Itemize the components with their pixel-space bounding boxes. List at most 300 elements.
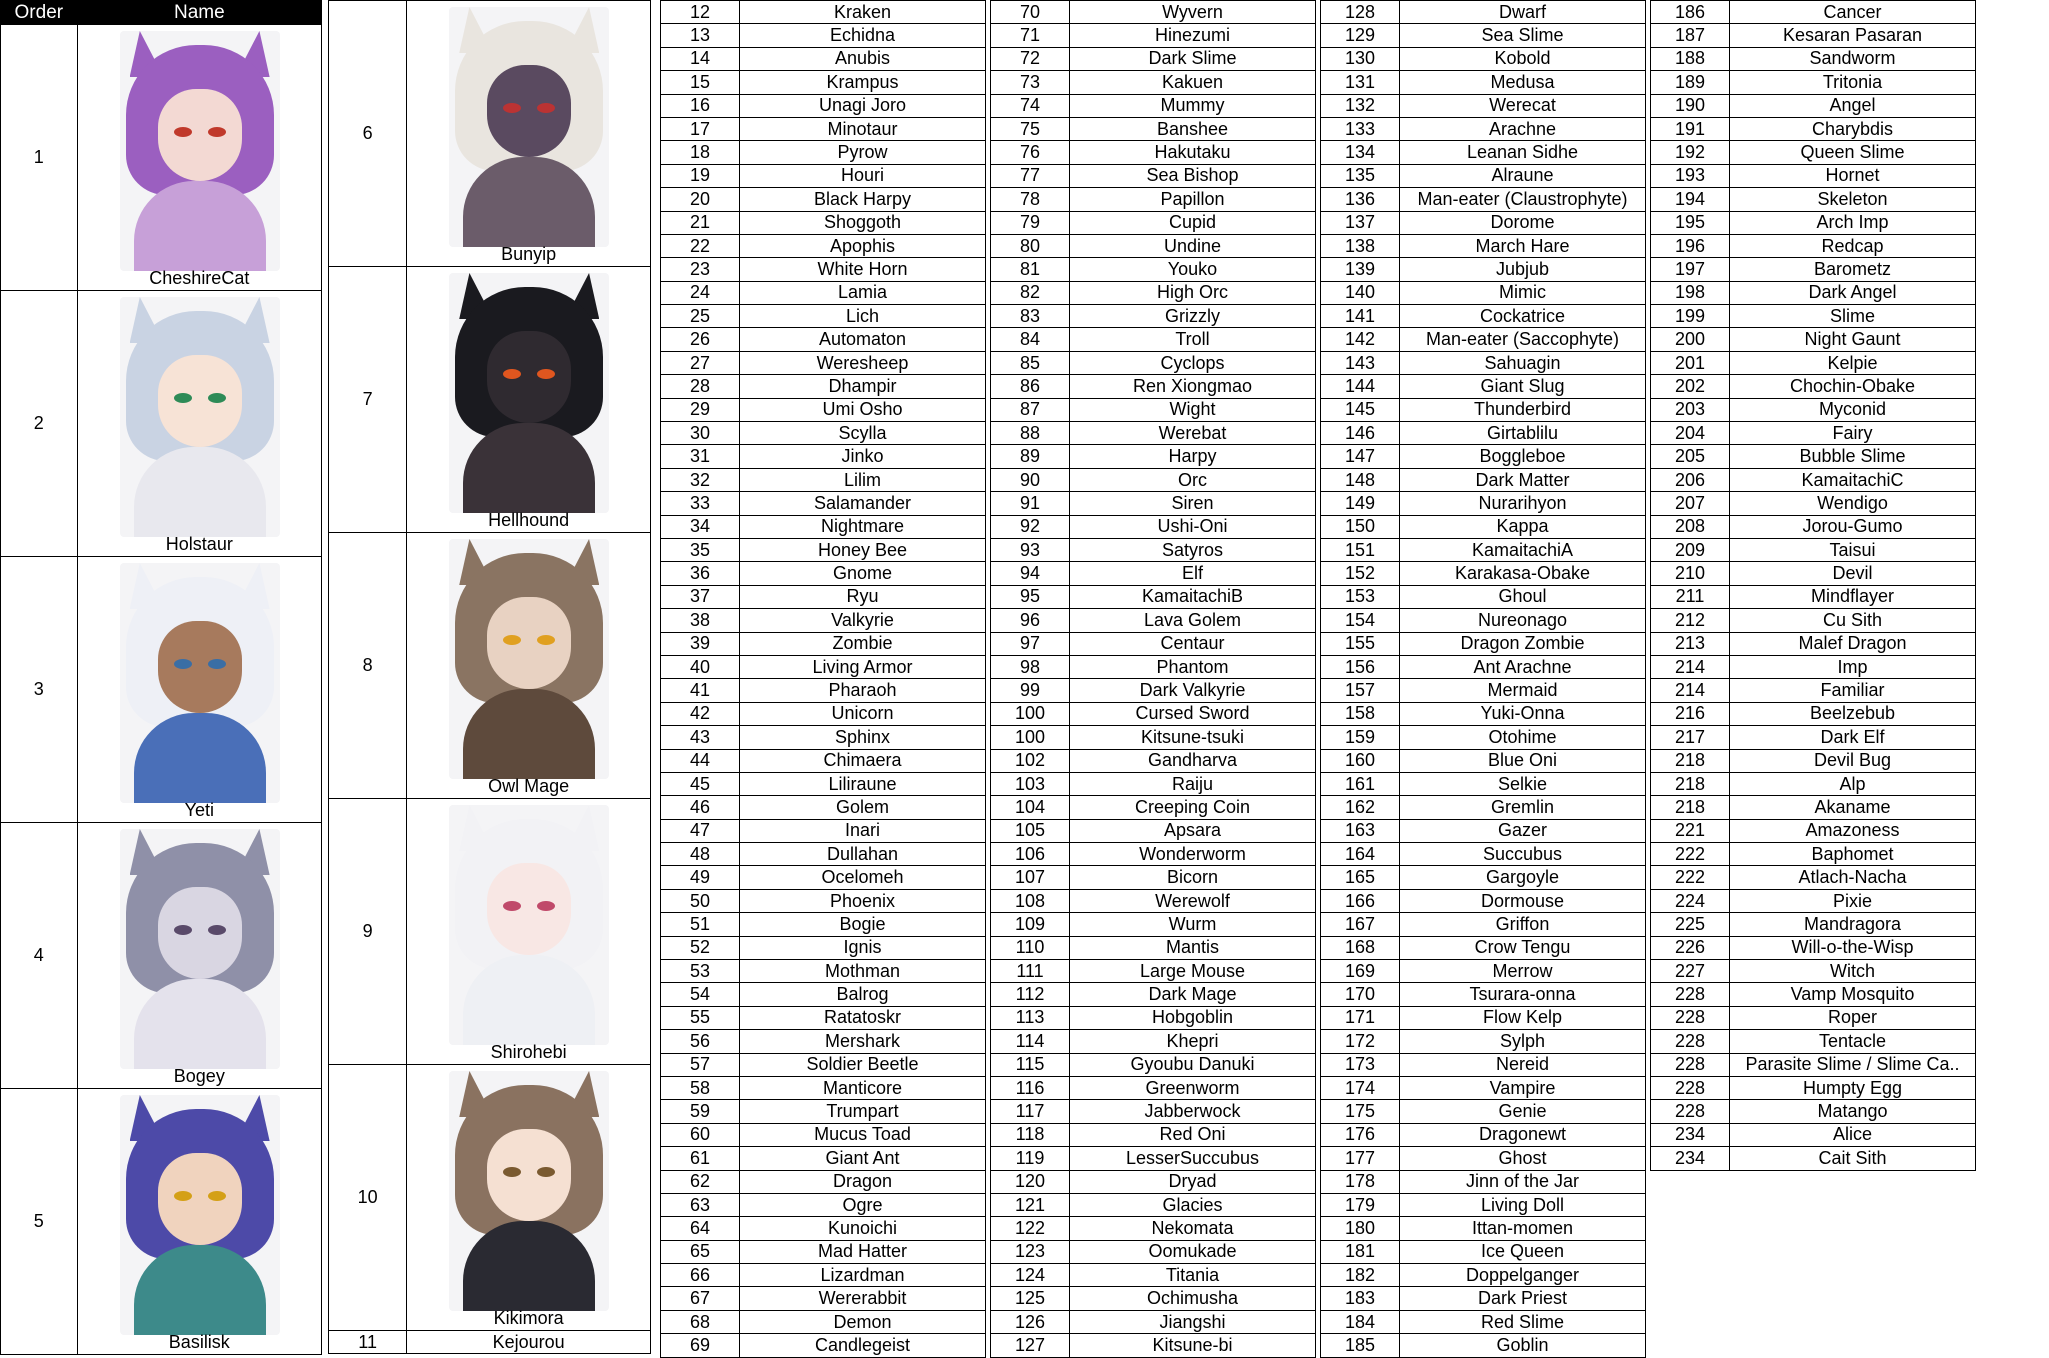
table-row [991, 445, 1316, 468]
order-cell: 4 [1, 823, 78, 1089]
name-cell: Papillon [1070, 188, 1316, 211]
order-cell: 182 [1321, 1264, 1400, 1287]
name-cell: Ocelomeh [740, 866, 986, 889]
order-header: Order [1, 1, 78, 25]
order-cell: 200 [1651, 328, 1730, 351]
order-cell: 188 [1651, 47, 1730, 70]
table-row [661, 936, 986, 959]
table-row [661, 1264, 986, 1287]
table-row [991, 211, 1316, 234]
name-cell: Ittan-momen [1400, 1217, 1646, 1240]
name-caption: Holstaur [165, 534, 233, 554]
table-row [991, 47, 1316, 70]
table-row [661, 1147, 986, 1170]
name-cell: Glacies [1070, 1193, 1316, 1216]
table-row [1651, 281, 1976, 304]
portrait-cell [407, 1065, 651, 1331]
name-cell: Fairy [1730, 422, 1976, 445]
name-cell: Dryad [1070, 1170, 1316, 1193]
name-cell: Shoggoth [740, 211, 986, 234]
order-cell: 140 [1321, 281, 1400, 304]
order-cell: 21 [661, 211, 740, 234]
name-cell: Creeping Coin [1070, 796, 1316, 819]
order-cell: 127 [991, 1334, 1070, 1357]
table-row [661, 1030, 986, 1053]
order-cell: 228 [1651, 1006, 1730, 1029]
table-row [991, 71, 1316, 94]
name-cell: Jinko [740, 445, 986, 468]
order-cell: 218 [1651, 749, 1730, 772]
order-cell: 27 [661, 351, 740, 374]
table-row [991, 936, 1316, 959]
name-cell: Mantis [1070, 936, 1316, 959]
name-cell: Lich [740, 305, 986, 328]
table-row [1321, 117, 1646, 140]
order-cell: 201 [1651, 351, 1730, 374]
order-cell: 139 [1321, 258, 1400, 281]
table-row [1651, 585, 1976, 608]
order-cell: 88 [991, 422, 1070, 445]
order-cell: 59 [661, 1100, 740, 1123]
name-cell: Baphomet [1730, 843, 1976, 866]
order-cell: 136 [1321, 188, 1400, 211]
table-row [991, 398, 1316, 421]
order-cell: 94 [991, 562, 1070, 585]
table-row [661, 538, 986, 561]
table-row [1651, 936, 1976, 959]
name-cell: Scylla [740, 422, 986, 445]
order-cell: 70 [991, 1, 1070, 24]
table-row [1651, 632, 1976, 655]
order-cell: 114 [991, 1030, 1070, 1053]
character-portrait [449, 539, 609, 779]
name-cell: Kobold [1400, 47, 1646, 70]
order-cell: 11 [329, 1331, 407, 1354]
table-row [991, 24, 1316, 47]
order-cell: 117 [991, 1100, 1070, 1123]
name-cell: Centaur [1070, 632, 1316, 655]
table-row [991, 1030, 1316, 1053]
name-cell: Valkyrie [740, 609, 986, 632]
order-cell: 125 [991, 1287, 1070, 1310]
name-cell: Alraune [1400, 164, 1646, 187]
table-row [661, 47, 986, 70]
order-cell: 119 [991, 1147, 1070, 1170]
table-row [1321, 538, 1646, 561]
name-cell: Nekomata [1070, 1217, 1316, 1240]
order-cell: 34 [661, 515, 740, 538]
name-cell: Large Mouse [1070, 960, 1316, 983]
name-cell: Minotaur [740, 117, 986, 140]
table-row [1321, 1310, 1646, 1333]
order-cell: 186 [1651, 1, 1730, 24]
featured-body-1 [1, 25, 322, 1355]
table-row [1321, 375, 1646, 398]
name-cell: Nereid [1400, 1053, 1646, 1076]
name-cell: Werewolf [1070, 889, 1316, 912]
table-row [1321, 1170, 1646, 1193]
order-cell: 228 [1651, 1100, 1730, 1123]
order-cell: 222 [1651, 843, 1730, 866]
order-cell: 87 [991, 398, 1070, 421]
name-cell: Dormouse [1400, 889, 1646, 912]
table-row [1651, 538, 1976, 561]
name-cell: Grizzly [1070, 305, 1316, 328]
order-cell: 194 [1651, 188, 1730, 211]
order-cell: 83 [991, 305, 1070, 328]
table-row [1651, 1100, 1976, 1123]
table-row [991, 1240, 1316, 1263]
table-row [329, 799, 651, 1065]
table-row [1651, 211, 1976, 234]
name-cell: Nightmare [740, 515, 986, 538]
name-cell: Sea Bishop [1070, 164, 1316, 187]
table-row [1321, 188, 1646, 211]
character-portrait [120, 829, 280, 1069]
name-cell: Dark Matter [1400, 468, 1646, 491]
table-row [661, 258, 986, 281]
name-cell: Mad Hatter [740, 1240, 986, 1263]
name-cell: Dragonewt [1400, 1123, 1646, 1146]
order-cell: 57 [661, 1053, 740, 1076]
name-caption: Bunyip [501, 244, 557, 264]
table-row [1321, 1240, 1646, 1263]
table-row [991, 1217, 1316, 1240]
table-row [991, 866, 1316, 889]
table-row [991, 1123, 1316, 1146]
table-row [1651, 141, 1976, 164]
order-cell: 52 [661, 936, 740, 959]
table-row [1651, 351, 1976, 374]
name-cell: Krampus [740, 71, 986, 94]
name-cell: Will-o-the-Wisp [1730, 936, 1976, 959]
name-cell: Dwarf [1400, 1, 1646, 24]
order-cell: 28 [661, 375, 740, 398]
table-row [661, 468, 986, 491]
table-row [1651, 960, 1976, 983]
table-row [661, 1310, 986, 1333]
order-cell: 33 [661, 492, 740, 515]
table-row [1321, 515, 1646, 538]
table-row [991, 1076, 1316, 1099]
table-row [1321, 24, 1646, 47]
name-cell: Jabberwock [1070, 1100, 1316, 1123]
table-row [991, 234, 1316, 257]
order-cell: 121 [991, 1193, 1070, 1216]
table-row [1321, 702, 1646, 725]
order-cell: 148 [1321, 468, 1400, 491]
name-cell: Ratatoskr [740, 1006, 986, 1029]
name-cell: Ochimusha [1070, 1287, 1316, 1310]
name-cell: Ghost [1400, 1147, 1646, 1170]
table-row [1321, 1287, 1646, 1310]
table-row [661, 398, 986, 421]
name-cell: Vamp Mosquito [1730, 983, 1976, 1006]
table-row [1651, 1, 1976, 24]
order-cell: 144 [1321, 375, 1400, 398]
name-cell: Lilim [740, 468, 986, 491]
name-cell: Kraken [740, 1, 986, 24]
name-cell: Wendigo [1730, 492, 1976, 515]
order-cell: 137 [1321, 211, 1400, 234]
name-cell: Witch [1730, 960, 1976, 983]
order-cell: 145 [1321, 398, 1400, 421]
name-cell: Weresheep [740, 351, 986, 374]
order-cell: 191 [1651, 117, 1730, 140]
character-portrait [120, 31, 280, 271]
name-cell: Dark Slime [1070, 47, 1316, 70]
table-row [661, 1170, 986, 1193]
name-cell: Ushi-Oni [1070, 515, 1316, 538]
name-cell: Kejourou [407, 1331, 651, 1354]
name-cell: Khepri [1070, 1030, 1316, 1053]
table-row [1321, 211, 1646, 234]
order-cell: 193 [1651, 164, 1730, 187]
name-cell: Night Gaunt [1730, 328, 1976, 351]
name-cell: Sphinx [740, 726, 986, 749]
featured-table-2 [328, 0, 651, 1354]
order-cell: 176 [1321, 1123, 1400, 1146]
table-row [991, 983, 1316, 1006]
name-cell: White Horn [740, 258, 986, 281]
name-cell: Lizardman [740, 1264, 986, 1287]
table-row [1651, 71, 1976, 94]
order-cell: 108 [991, 889, 1070, 912]
name-cell: Boggleboe [1400, 445, 1646, 468]
table-row [1321, 1076, 1646, 1099]
table-row [1651, 1006, 1976, 1029]
order-cell: 132 [1321, 94, 1400, 117]
table-row [991, 796, 1316, 819]
name-cell: Kappa [1400, 515, 1646, 538]
table-row [1651, 913, 1976, 936]
table-row [991, 913, 1316, 936]
table-row [1321, 983, 1646, 1006]
name-cell: Amazoness [1730, 819, 1976, 842]
table-row [1651, 749, 1976, 772]
name-cell: Mindflayer [1730, 585, 1976, 608]
table-row [1321, 585, 1646, 608]
order-cell: 167 [1321, 913, 1400, 936]
order-cell: 163 [1321, 819, 1400, 842]
table-row [661, 772, 986, 795]
table-row [1651, 445, 1976, 468]
table-row [991, 1193, 1316, 1216]
order-cell: 214 [1651, 679, 1730, 702]
order-cell: 156 [1321, 655, 1400, 678]
name-cell: Pixie [1730, 889, 1976, 912]
name-cell: Dhampir [740, 375, 986, 398]
name-cell: Sea Slime [1400, 24, 1646, 47]
order-cell: 68 [661, 1310, 740, 1333]
table-row [991, 1, 1316, 24]
name-cell: Barometz [1730, 258, 1976, 281]
table-row [991, 141, 1316, 164]
order-cell: 110 [991, 936, 1070, 959]
order-cell: 128 [1321, 1, 1400, 24]
order-cell: 20 [661, 188, 740, 211]
table-row [661, 164, 986, 187]
order-cell: 135 [1321, 164, 1400, 187]
name-cell: Living Armor [740, 655, 986, 678]
order-cell: 74 [991, 94, 1070, 117]
order-cell: 168 [1321, 936, 1400, 959]
order-cell: 79 [991, 211, 1070, 234]
order-cell: 80 [991, 234, 1070, 257]
order-cell: 122 [991, 1217, 1070, 1240]
name-cell: Kelpie [1730, 351, 1976, 374]
table-row [1651, 515, 1976, 538]
table-row [1651, 1030, 1976, 1053]
order-cell: 50 [661, 889, 740, 912]
name-cell: LesserSuccubus [1070, 1147, 1316, 1170]
order-cell: 19 [661, 164, 740, 187]
name-cell: Umi Osho [740, 398, 986, 421]
table-row [991, 538, 1316, 561]
order-cell: 103 [991, 772, 1070, 795]
name-cell: Goblin [1400, 1334, 1646, 1357]
portrait-cell [77, 823, 321, 1089]
table-row [1651, 796, 1976, 819]
table-row [991, 609, 1316, 632]
order-cell: 209 [1651, 538, 1730, 561]
order-cell: 43 [661, 726, 740, 749]
name-cell: Parasite Slime / Slime Ca.. [1730, 1053, 1976, 1076]
table-row [661, 422, 986, 445]
order-cell: 76 [991, 141, 1070, 164]
name-cell: Apsara [1070, 819, 1316, 842]
order-cell: 142 [1321, 328, 1400, 351]
name-cell: Red Oni [1070, 1123, 1316, 1146]
table-row [1651, 398, 1976, 421]
order-cell: 131 [1321, 71, 1400, 94]
table-row [661, 351, 986, 374]
order-cell: 90 [991, 468, 1070, 491]
name-cell: Tritonia [1730, 71, 1976, 94]
name-cell: Banshee [1070, 117, 1316, 140]
name-cell: Bubble Slime [1730, 445, 1976, 468]
name-cell: Slime [1730, 305, 1976, 328]
order-cell: 130 [1321, 47, 1400, 70]
name-cell: Cockatrice [1400, 305, 1646, 328]
table-row [991, 960, 1316, 983]
order-cell: 141 [1321, 305, 1400, 328]
name-cell: Cait Sith [1730, 1147, 1976, 1170]
order-cell: 84 [991, 328, 1070, 351]
name-cell: Harpy [1070, 445, 1316, 468]
portrait-cell [77, 1089, 321, 1355]
name-cell: Wererabbit [740, 1287, 986, 1310]
name-cell: Matango [1730, 1100, 1976, 1123]
order-cell: 138 [1321, 234, 1400, 257]
name-cell: Mummy [1070, 94, 1316, 117]
order-cell: 97 [991, 632, 1070, 655]
table-row [329, 533, 651, 799]
table-row [1321, 445, 1646, 468]
table-row [991, 562, 1316, 585]
name-cell: Cyclops [1070, 351, 1316, 374]
table-row [1651, 655, 1976, 678]
table-row [1321, 398, 1646, 421]
table-row [1321, 468, 1646, 491]
name-cell: Familiar [1730, 679, 1976, 702]
name-cell: Kitsune-bi [1070, 1334, 1316, 1357]
table-row [661, 328, 986, 351]
table-row [1, 25, 322, 291]
order-cell: 100 [991, 702, 1070, 725]
name-cell: Ant Arachne [1400, 655, 1646, 678]
table-row [1321, 866, 1646, 889]
name-cell: Hakutaku [1070, 141, 1316, 164]
table-row [991, 188, 1316, 211]
order-cell: 41 [661, 679, 740, 702]
name-cell: Atlach-Nacha [1730, 866, 1976, 889]
order-cell: 151 [1321, 538, 1400, 561]
name-cell: Nureonago [1400, 609, 1646, 632]
table-row [661, 585, 986, 608]
name-cell: Kunoichi [740, 1217, 986, 1240]
table-row [1651, 889, 1976, 912]
order-cell: 161 [1321, 772, 1400, 795]
table-row [991, 492, 1316, 515]
order-cell: 105 [991, 819, 1070, 842]
name-cell: Gremlin [1400, 796, 1646, 819]
order-cell: 212 [1651, 609, 1730, 632]
name-cell: Ignis [740, 936, 986, 959]
order-cell: 81 [991, 258, 1070, 281]
table-row [661, 819, 986, 842]
table-row [1321, 562, 1646, 585]
table-row [1651, 702, 1976, 725]
order-cell: 18 [661, 141, 740, 164]
order-cell: 203 [1651, 398, 1730, 421]
name-cell: KamaitachiA [1400, 538, 1646, 561]
name-cell: Cu Sith [1730, 609, 1976, 632]
table-row [661, 94, 986, 117]
name-cell: Chochin-Obake [1730, 375, 1976, 398]
name-cell: Undine [1070, 234, 1316, 257]
table-row [991, 585, 1316, 608]
list-table-1 [660, 0, 986, 1358]
portrait-cell [407, 267, 651, 533]
order-cell: 227 [1651, 960, 1730, 983]
order-cell: 202 [1651, 375, 1730, 398]
order-cell: 23 [661, 258, 740, 281]
name-cell: Dragon Zombie [1400, 632, 1646, 655]
name-cell: Titania [1070, 1264, 1316, 1287]
order-cell: 157 [1321, 679, 1400, 702]
table-row [661, 188, 986, 211]
table-row [991, 515, 1316, 538]
order-cell: 53 [661, 960, 740, 983]
table-row [1321, 71, 1646, 94]
table-row [1321, 1053, 1646, 1076]
name-cell: Jinn of the Jar [1400, 1170, 1646, 1193]
name-cell: Devil [1730, 562, 1976, 585]
order-cell: 73 [991, 71, 1070, 94]
table-row [661, 749, 986, 772]
order-cell: 115 [991, 1053, 1070, 1076]
order-cell: 29 [661, 398, 740, 421]
name-cell: Wonderworm [1070, 843, 1316, 866]
table-row [991, 1334, 1316, 1357]
name-cell: Wurm [1070, 913, 1316, 936]
table-row [1321, 609, 1646, 632]
order-cell: 22 [661, 234, 740, 257]
name-cell: Redcap [1730, 234, 1976, 257]
order-cell: 72 [991, 47, 1070, 70]
table-row [991, 117, 1316, 140]
